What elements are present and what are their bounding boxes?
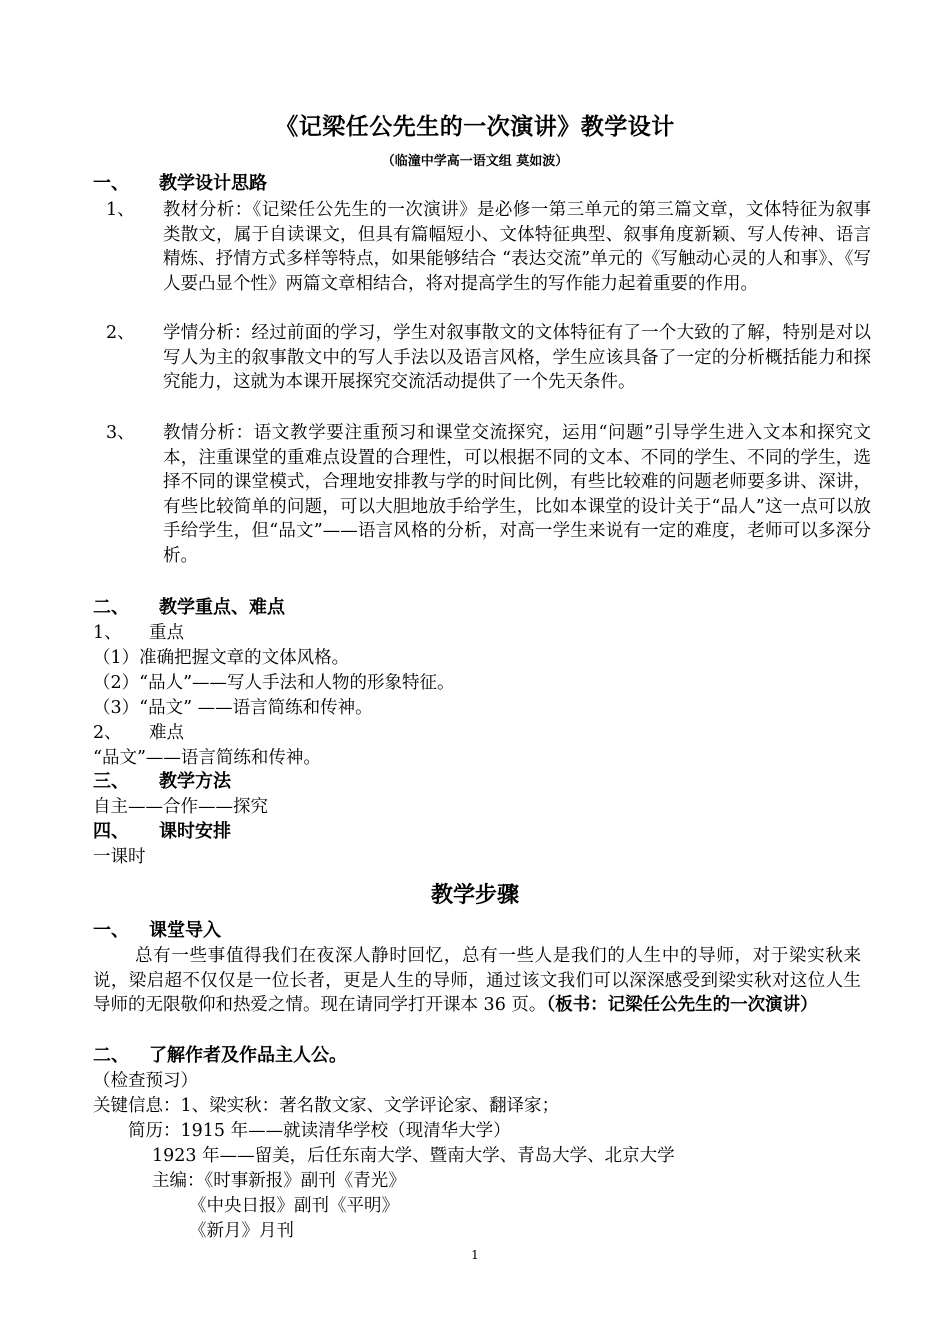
board-note: （板书：记梁任公先生的一次演讲） [546,995,818,1015]
section-number: 二、 [93,597,129,618]
document-subtitle: （临潼中学高一语文组 莫如波） [381,154,569,169]
section-number: 一、 [93,173,129,194]
bio-line: 1923 年——留美，后任东南大学、暨南大学、青岛大学、北京大学 [152,1146,675,1166]
section-heading-2 [93,596,285,620]
difficulty-title: 难点 [149,723,184,743]
step-title: 了解作者及作品主人公。 [149,1045,347,1066]
difficulty-text: “品文”——语言简练和传神。 [93,748,321,768]
step-number: 一、 [93,920,129,941]
section-number: 三、 [93,771,129,792]
preview-check: （检查预习） [93,1071,198,1091]
section-title: 教学方法 [159,771,231,792]
key-point-title: 重点 [149,623,184,643]
list-item-number: 3、 [106,423,135,443]
step-heading-1 [93,919,221,943]
method-text: 自主——合作——探究 [93,797,268,817]
key-point-item: （3）“品文” ——语言简练和传神。 [93,698,373,718]
difficulty-label [93,721,184,745]
section-title: 课时安排 [159,821,231,842]
paragraph-material-analysis: 教材分析：《记梁任公先生的一次演讲》是必修一第三单元的第三篇文章，文体特征为叙事类散文，属于自读课文，但具有篇幅短小、文体特征典型、叙事角度新颖、写人传神、语言精炼、抒情方式多样等特点，如果能够结合 “表达交流”单元的《写触动心灵的人和事》、《写人要凸显个性》两篇文章相结合，将对提高学生的写作能力起着重要的作用。 [163,200,871,294]
section-heading-4 [93,820,231,844]
key-info-line: 关键信息：1、梁实秋：著名散文家、文学评论家、翻译家； [93,1096,560,1116]
step-heading-2 [93,1044,347,1068]
section-title: 教学重点、难点 [159,597,285,618]
step-title: 课堂导入 [149,920,221,941]
schedule-text: 一课时 [93,847,146,867]
editor-line: 主编：《时事新报》副刊《青光》 [152,1171,406,1191]
key-point-item: （2）“品人”——写人手法和人物的形象特征。 [93,673,455,693]
intro-paragraph [93,944,861,1018]
key-point-item: （1）准确把握文章的文体风格。 [93,648,350,668]
list-item-number: 1、 [93,623,122,643]
paragraph-teaching-analysis: 教情分析：语文教学要注重预习和课堂交流探究，运用“问题”引导学生进入文本和探究文本，注重课堂的重难点设置的合理性，可以根据不同的文本、不同的学生、不同的学生，选择不同的课堂模式，合理地安排教与学的时间比例，有些比较难的问题老师要多讲、深讲，有些比较简单的问题，可以大胆地放手给学生，比如本课堂的设计关于“品人”这一点可以放手给学生，但“品文”——语言风格的分析，对高一学生来说有一定的难度，老师可以多深分析。 [163,423,871,566]
intro-text: 总有一些事值得我们在夜深人静时回忆，总有一些人是我们的人生中的导师，对于梁实秋来说，梁启超不仅仅是一位长者，更是人生的导师，通过该文我们可以深深感受到梁实秋对这位人生导师的无限敬仰和热爱之情。现在请同学打开课本 36 页。 [93,946,861,1015]
section-number: 四、 [93,821,129,842]
editor-line: 《新月》月刊 [189,1221,294,1241]
editor-line: 《中央日报》副刊《平明》 [189,1196,399,1216]
paragraph-student-analysis: 学情分析：经过前面的学习，学生对叙事散文的文体特征有了一个大致的了解，特别是对以写人为主的叙事散文中的写人手法以及语言风格，学生应该具备了一定的分析概括能力和探究能力，这就为本课开展探究交流活动提供了一个先天条件。 [163,323,871,392]
step-number: 二、 [93,1045,129,1066]
key-point-label [93,621,184,645]
list-item-number: 2、 [93,723,122,743]
steps-title: 教学步骤 [430,883,519,908]
list-item-number: 1、 [106,200,135,220]
list-item-number: 2、 [106,323,135,343]
section-heading-3 [93,770,231,794]
section-heading-1 [93,172,267,196]
section-title: 教学设计思路 [159,173,267,194]
bio-line: 简历：1915 年——就读清华学校（现清华大学） [128,1121,511,1141]
page-number: 1 [471,1248,479,1262]
document-title: 《记梁任公先生的一次演讲》教学设计 [275,114,675,140]
